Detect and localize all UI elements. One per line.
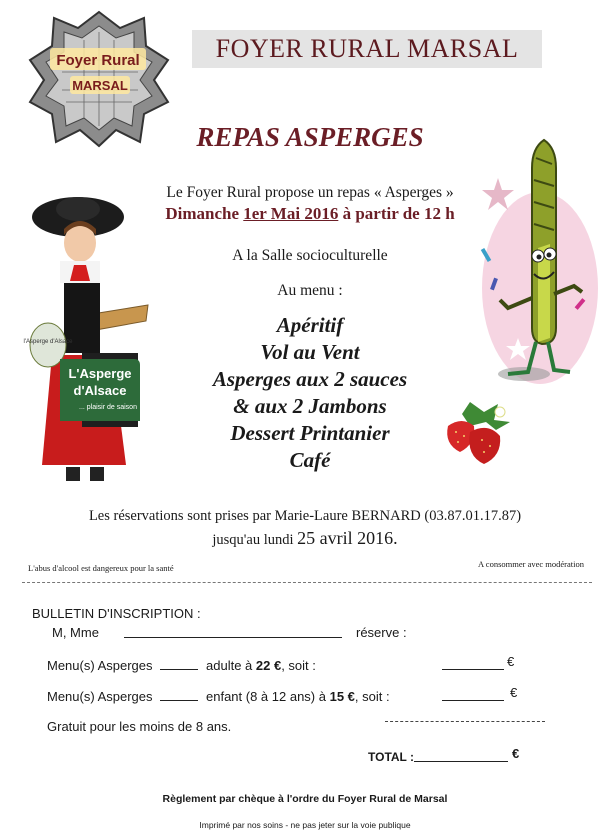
date-prefix: Dimanche xyxy=(165,204,244,223)
row2-label: Menu(s) Asperges xyxy=(47,689,153,704)
event-intro: Le Foyer Rural propose un repas « Asperges » xyxy=(166,184,454,201)
alsatian-woman-illustration xyxy=(23,195,165,490)
row1-price: 22 € xyxy=(255,658,282,673)
promo-line1: L'Asperge xyxy=(68,366,132,381)
promo-line3: ... plaisir de saison xyxy=(79,404,137,411)
event-heading: REPAS ASPERGES xyxy=(196,122,424,152)
currency-symbol: € xyxy=(512,746,520,761)
page-title: FOYER RURAL MARSAL xyxy=(215,34,519,63)
moderation-note: A consommer avec modération xyxy=(478,559,584,569)
menu-item: Café xyxy=(289,448,331,472)
menu-item: Vol au Vent xyxy=(260,340,360,364)
name-label: M, Mme xyxy=(52,625,99,640)
print-note: Imprimé par nos soins - ne pas jeter sur la voie publique xyxy=(199,820,411,830)
adult-price-text xyxy=(206,658,316,673)
event-date xyxy=(120,204,500,224)
date-suffix: à partir de 12 h xyxy=(338,204,455,223)
foyer-rural-logo xyxy=(28,10,170,148)
row2-desc-b: , soit : xyxy=(354,689,390,704)
cut-line-divider xyxy=(22,582,592,583)
currency-symbol: € xyxy=(507,654,515,669)
reservation-info: Les réservations sont prises par Marie-Laure BERNARD (03.87.01.17.87) xyxy=(88,508,522,524)
alcohol-warning: L'abus d'alcool est dangereux pour la santé xyxy=(28,563,174,573)
child-subtotal-field[interactable] xyxy=(442,687,504,701)
until-date: 25 avril 2016. xyxy=(297,528,398,548)
adult-subtotal-field[interactable] xyxy=(442,656,504,670)
date-underlined: 1er Mai 2016 xyxy=(243,204,339,223)
currency-symbol: € xyxy=(510,685,518,700)
free-under-8-note: Gratuit pour les moins de 8 ans. xyxy=(47,719,232,734)
asparagus-mascot-illustration xyxy=(478,128,600,398)
row1-label: Menu(s) Asperges xyxy=(47,658,153,673)
menu-list xyxy=(165,312,455,474)
child-quantity-field[interactable] xyxy=(160,687,198,701)
header-title-box xyxy=(192,30,542,68)
row2-desc-a: enfant (8 à 12 ans) à xyxy=(206,689,330,704)
name-field[interactable] xyxy=(124,624,342,638)
event-location: A la Salle socioculturelle xyxy=(232,247,388,264)
reservation-deadline xyxy=(40,528,570,549)
total-field[interactable] xyxy=(414,748,508,762)
form-title: BULLETIN D'INSCRIPTION : xyxy=(32,606,201,621)
until-prefix: jusqu'au lundi xyxy=(212,532,298,548)
logo-line1: Foyer Rural xyxy=(56,52,140,69)
menu-item: Dessert Printanier xyxy=(230,421,390,445)
total-label: TOTAL : xyxy=(368,750,414,764)
logo-line2: MARSAL xyxy=(72,78,128,93)
free-line xyxy=(385,715,545,722)
promo-line2: d'Alsace xyxy=(73,383,127,398)
row2-price: 15 € xyxy=(329,689,355,704)
menu-heading: Au menu : xyxy=(277,282,343,299)
promo-badge: l'Asperge d'Alsace xyxy=(23,339,73,345)
row1-desc-b: , soit : xyxy=(281,658,316,673)
payment-instructions: Règlement par chèque à l'ordre du Foyer Rural de Marsal xyxy=(162,793,448,805)
menu-item: & aux 2 Jambons xyxy=(233,394,387,418)
row1-desc-a: adulte à xyxy=(206,658,256,673)
strawberries-illustration xyxy=(440,398,515,468)
reserve-label: réserve : xyxy=(356,625,407,640)
adult-quantity-field[interactable] xyxy=(160,656,198,670)
child-price-text xyxy=(206,689,390,704)
menu-item: Asperges aux 2 sauces xyxy=(212,367,408,391)
menu-item: Apéritif xyxy=(276,313,344,337)
